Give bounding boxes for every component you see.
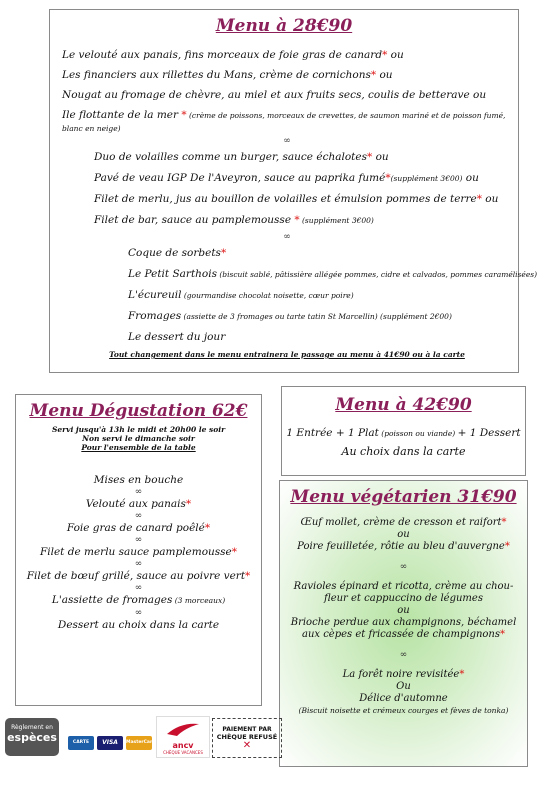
menu-item-text: Le Petit Sarthois (128, 268, 217, 280)
menu-42-formula-note: (poisson ou viande) (378, 429, 458, 438)
menu-item-star: * (366, 151, 373, 163)
degustation-item-text: Velouté aux panais (85, 498, 186, 510)
menu-42-formula-end: + 1 Dessert (457, 427, 521, 439)
degustation-item-star: * (185, 498, 192, 510)
cash-label-top: Règlement en (11, 724, 53, 731)
menu-28-box (49, 9, 538, 373)
menu-item-suffix: ou (387, 49, 404, 61)
vegetarien-item-text: (Biscuit noisette et crémeux courges et fèves de tonka) (298, 706, 509, 715)
vegetarien-item-text: Ou (396, 681, 411, 692)
menu-item-star: * (220, 247, 227, 259)
separator: ∞ (134, 583, 143, 593)
ancv-swoosh-icon (163, 720, 203, 738)
menu-item-text: Le velouté aux panais, fins morceaux de foie gras de canard (62, 49, 383, 61)
menu-item-text: Pavé de veau IGP De l'Aveyron, sauce au paprika fumé (94, 172, 386, 184)
menu-42-formula (282, 427, 525, 439)
degustation-item-star: * (245, 570, 251, 582)
vegetarien-item-text: Délice d'automne (359, 693, 448, 704)
degustation-item (16, 594, 261, 607)
degustation-item (16, 619, 261, 631)
vegetarien-item-star: * (504, 541, 510, 552)
cheque-refused-sign (212, 718, 282, 758)
menu-item-text: Coque de sorbets (128, 247, 221, 259)
vegetarien-item-text: Ravioles épinard et ricotta, crème au chou-fleur et cappuccino de légumes (293, 581, 514, 604)
menu-item (128, 327, 512, 348)
separator: ∞ (134, 535, 143, 545)
menu-item (128, 306, 512, 327)
vegetarien-item-star: * (501, 517, 507, 528)
menu-28-entrees (62, 45, 512, 135)
vegetarien-item (288, 693, 519, 705)
vegetarien-item (288, 517, 519, 529)
degustation-item (16, 498, 261, 510)
menu-item-note: (crème de poissons, morceaux de crevettes, de saumon mariné et de poisson fumé, blanc en neige) (62, 111, 506, 133)
condition-hours: Servi jusqu'à 13h le midi et 20h00 le soir (51, 425, 226, 434)
degustation-item-text: Filet de bœuf grillé, sauce au poivre vert (26, 570, 246, 582)
menu-item-text: Filet de bar, sauce au pamplemousse (94, 214, 295, 226)
cash-payment-logo (5, 718, 59, 756)
mastercard-logo: MasterCard (126, 736, 152, 750)
menu-item-star: * (294, 214, 300, 226)
vegetarien-item-text: ou (397, 529, 410, 540)
menu-item (128, 243, 512, 264)
menu-item-note: (supplément 3€00) (390, 174, 463, 183)
no-cheque-icon: ✕ (242, 740, 252, 751)
menu-item-star: * (382, 49, 388, 61)
vegetarien-item-text: Œuf mollet, crème de cresson et raifort (300, 517, 502, 528)
vegetarien-item-star: * (459, 669, 465, 680)
vegetarien-item (288, 681, 519, 693)
menu-item-suffix: ou (376, 69, 393, 81)
menu-item (94, 210, 512, 231)
payment-logos (5, 716, 280, 764)
ancv-label: ancv (172, 741, 194, 750)
menu-item-note: (gourmandise chocolat noisette, cœur poire) (181, 291, 354, 300)
vegetarien-item (288, 605, 519, 617)
carte-bleue-logo: CARTE BLEUE (68, 736, 94, 750)
menu-degustation-title: Menu Dégustation 62€ (29, 401, 248, 421)
menu-item-text: L'écureuil (128, 289, 182, 301)
menu-28-plats (62, 147, 512, 231)
vegetarien-item-text: ou (397, 605, 410, 616)
menu-item-star: * (476, 193, 482, 205)
menu-item-suffix: ou (481, 193, 499, 205)
ancv-sub-label: CHÈQUE VACANCES (163, 750, 203, 755)
condition-sunday: Non servi le dimanche soir (82, 434, 195, 443)
menu-42-box (281, 386, 526, 476)
degustation-item (16, 546, 261, 558)
menu-28-desserts (62, 243, 538, 348)
menu-degustation-conditions (16, 425, 261, 452)
menu-item-suffix: ou (372, 151, 389, 163)
vegetarien-item-star: * (500, 629, 506, 640)
menu-item (94, 147, 512, 168)
vegetarien-item-text: Poire feuilletée, rôtie au bleu d'auvergne (297, 541, 505, 552)
separator: ∞ (283, 136, 291, 146)
menu-42-title: Menu à 42€90 (335, 395, 472, 415)
menu-item-note: (biscuit sablé, pâtissière allégée pommes, cidre et calvados, pommes caramélisées) (217, 270, 538, 279)
menu-item-text: Filet de merlu, jus au bouillon de volailles et émulsion pommes de terre (94, 193, 477, 205)
menu-vegetarien-box (279, 480, 528, 767)
menu-42-formula-start: 1 Entrée + 1 Plat (286, 427, 379, 439)
degustation-item (16, 570, 261, 582)
vegetarien-item (288, 529, 519, 541)
menu-28-footer-note: Tout changement dans le menu entrainera le passage au menu à 41€90 ou à la carte (109, 350, 465, 359)
separator: ∞ (399, 562, 408, 572)
vegetarien-item (288, 705, 519, 717)
menu-degustation-items (16, 474, 261, 631)
menu-item-star: * (181, 109, 187, 121)
menu-item (128, 285, 512, 306)
menu-item-text: Fromages (128, 310, 182, 322)
menu-28-title: Menu à 28€90 (215, 16, 353, 36)
separator: ∞ (134, 487, 143, 497)
cheque-label-top: PAIEMENT PAR (222, 726, 272, 733)
menu-item-text: Nougat au fromage de chèvre, au miel et aux fruits secs, coulis de betterave ou (62, 89, 487, 101)
menu-item-text: Ile flottante de la mer (62, 109, 182, 121)
menu-item-text: Les financiers aux rillettes du Mans, crème de cornichons (62, 69, 371, 81)
menu-item-note: (assiette de 3 fromages ou tarte tatin St Marcellin) (supplément 2€00) (181, 312, 452, 321)
degustation-item (16, 522, 261, 534)
visa-logo: VISA (97, 736, 123, 750)
menu-degustation-box (15, 394, 262, 706)
menu-item-star: * (385, 172, 391, 184)
cash-label-bottom: espèces (7, 731, 57, 744)
degustation-item-text: Mises en bouche (93, 474, 184, 486)
vegetarien-item (288, 541, 519, 553)
separator: ∞ (134, 559, 143, 569)
degustation-item-star: * (231, 546, 238, 558)
separator: ∞ (283, 232, 291, 242)
menu-item (128, 264, 538, 285)
degustation-item (16, 474, 261, 486)
menu-item-text: Le dessert du jour (128, 331, 226, 343)
menu-item-text: Duo de volailles comme un burger, sauce échalotes (94, 151, 367, 163)
degustation-item-text: Dessert au choix dans la carte (57, 619, 220, 631)
menu-item (94, 168, 512, 189)
menu-42-choice: Au choix dans la carte (341, 445, 466, 458)
menu-item-suffix: ou (462, 172, 479, 184)
vegetarien-item (288, 669, 519, 681)
menu-28-content (62, 45, 538, 359)
menu-item (62, 45, 512, 65)
menu-item (62, 109, 512, 135)
ancv-logo (156, 716, 210, 758)
menu-item-note: (supplément 3€00) (299, 216, 374, 225)
vegetarien-item (288, 581, 519, 605)
menu-vegetarien-title: Menu végétarien 31€90 (290, 487, 517, 507)
separator: ∞ (134, 608, 143, 618)
menu-item (62, 85, 512, 105)
menu-item (62, 65, 512, 85)
vegetarien-item-text: La forêt noire revisitée (342, 669, 460, 680)
condition-table: Pour l'ensemble de la table (81, 443, 196, 452)
cheque-label-bottom: CHÈQUE REFUSÉ (216, 733, 278, 741)
separator: ∞ (134, 511, 143, 521)
degustation-item-star: * (204, 522, 211, 534)
vegetarien-item-text: Brioche perdue aux champignons, béchamel aux cèpes et fricassée de champignons (290, 617, 517, 640)
degustation-item-text: Filet de merlu sauce pamplemousse (39, 546, 232, 558)
separator: ∞ (399, 650, 408, 660)
menu-item-star: * (370, 69, 377, 81)
degustation-item-text: L'assiette de fromages (51, 594, 173, 606)
degustation-item-text: Foie gras de canard poêlé (66, 522, 205, 534)
degustation-item-note: (3 morceaux) (172, 596, 226, 605)
menu-item (94, 189, 512, 210)
vegetarien-item (288, 617, 519, 641)
menu-vegetarien-items (280, 517, 527, 717)
